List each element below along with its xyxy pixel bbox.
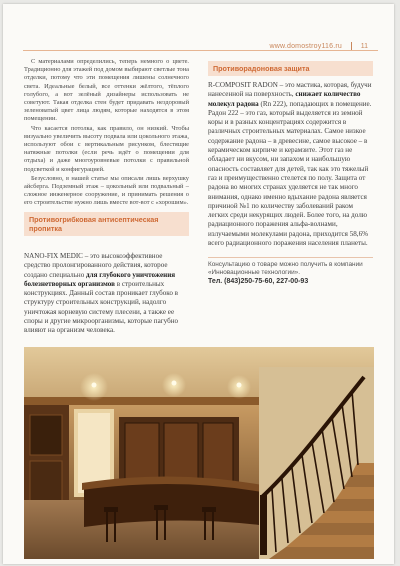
contact-block: [208, 257, 373, 286]
right-column: [208, 58, 373, 286]
section-title-radon: Противорадоновая защита: [208, 61, 373, 76]
contact-phone: Тел. (843)250-75-60, 227-00-93: [208, 278, 309, 286]
section-title-antiseptic: Противогрибковая антисептическая пропитка: [24, 212, 189, 236]
basement-interior-image: [24, 347, 374, 559]
magazine-page: [3, 4, 394, 564]
radon-paragraph: R-COMPOSIT RADON – это мастика, которая, будучи нанесенной на поверхность, снижает количество молекул радона (Rn 222), попадающих в помещение. Радон 222 – это газ, который выделяется из земной коры и в разных концентрациях содержится в различных строительных материалах. Самое низкое содержание радона – в древесине, самое высокое – в керамическом кирпиче и керамзите. Этот газ не обладает ни вкусом, ни запахом и наибольшую опасность составляет для детей, так как это тяжелый газ и преимущественно стелется по полу. Защита от радона во многих странах уделяется не так много внимания, однако именно вдыхание радона является причиной №1 по количеству заболеваний раком легких среди некурящих людей. Более того, на долю радиационного поражения альфа-волнами, излучаемыми молекулами радона, приходится 58,6% всего радиационного поражения населения планеты.: [208, 81, 372, 248]
left-paragraph-2: Что касается потолка, как правило, он низкий. Чтобы визуально увеличить высоту подвала или цокольного этажа, используют обои с вертикальным рисунком, блестящие натяжные потолки (если речь идёт о помещении для отдыха) и даже многоуровневые потолки с правильной подсветкой и конфигурацией.: [24, 124, 189, 173]
contact-text: Консультацию о товаре можно получить в компании «Инновационные технологии».: [208, 261, 363, 277]
header-rule: [23, 50, 378, 51]
left-paragraph-1: С материалами определились, теперь немного о цвете. Традиционно для этажей под домом выбирают светлые тона отделки, потому что эти помещения лишены солнечного света. Идеальные белый, все оттенки жёлтого, тёплого голубого, а вот зелёный дизайнеры использовать не советуют. Такая отделка стен будет придавать нездоровый зеленоватый цвет лица людям, которые находятся в этом помещении.: [24, 58, 189, 123]
left-column: [24, 58, 189, 241]
page-number: 11: [360, 43, 368, 50]
basement-photo: [24, 347, 374, 559]
nano-fix-paragraph: NANO-FIX MEDIC – это высокоэффективное средство пролонгированного действия, которое создано специально для глубокого уничтожения болезнетворных организмов в строительных конструкциях. Данный состав проникает глубоко в структуру строительных конструкций, надолго уничтожая корневую систему плесени, а также ее споры и другие микроорганизмы, которые пагубно влияют на организм человека.: [24, 252, 179, 335]
left-paragraph-3: Безусловно, в нашей статье мы описали лишь верхушку айсберга. Подземный этаж – цокольный или подвальный – сложное инженерное сооружение, и принимать решения о его строительстве нужно лишь вместе вот-вот с «хорошим».: [24, 174, 189, 207]
nano-fix-text: [24, 252, 184, 336]
site-url: www.domostroy116.ru: [269, 43, 342, 50]
